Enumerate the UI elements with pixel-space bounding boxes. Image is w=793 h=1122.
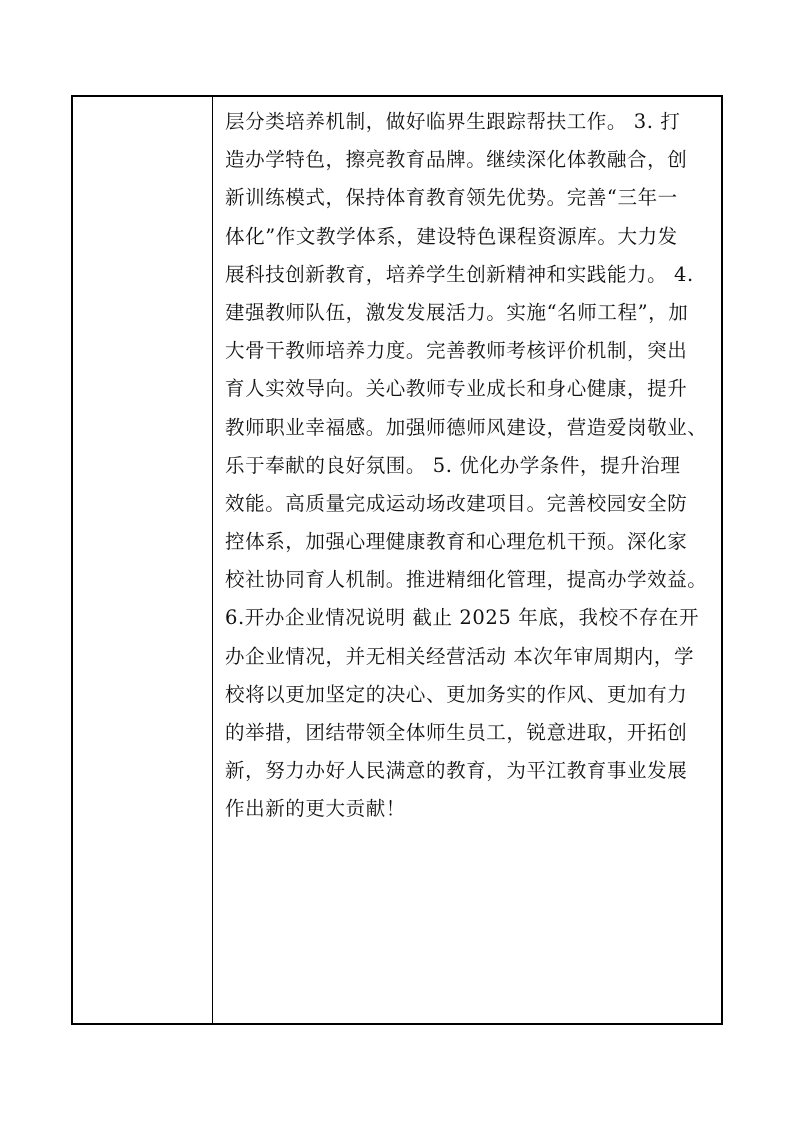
label-column-cell bbox=[73, 97, 213, 1023]
text-line-1: 层分类培养机制，做好临界生跟踪帮扶工作。 3. 打 bbox=[225, 110, 681, 133]
text-line-17: 的举措，团结带领全体师生员工，锐意进取，开拓创 bbox=[225, 721, 688, 744]
text-line-11: 效能。高质量完成运动场改建项目。完善校园安全防 bbox=[225, 491, 688, 515]
report-body-text bbox=[225, 103, 708, 829]
text-line-12: 控体系，加强心理健康教育和心理危机干预。深化家 bbox=[225, 530, 688, 554]
text-line-7: 大骨干教师培养力度。完善教师考核评价机制，突出 bbox=[225, 339, 688, 363]
text-line-19: 作出新的更大贡献！ bbox=[225, 797, 406, 821]
text-line-2: 造办学特色，擦亮教育品牌。继续深化体教融合，创 bbox=[225, 148, 688, 172]
text-line-8: 育人实效导向。关心教师专业成长和身心健康，提升 bbox=[225, 377, 688, 401]
report-table bbox=[71, 95, 723, 1025]
text-line-10: 乐于奉献的良好氛围。 5. 优化办学条件，提升治理 bbox=[225, 453, 681, 477]
text-line-6: 建强教师队伍，激发发展活力。实施“名师工程”，加 bbox=[225, 300, 689, 324]
text-line-3: 新训练模式，保持体育教育领先优势。完善“三年一 bbox=[225, 186, 678, 210]
text-line-18: 新，努力办好人民满意的教育，为平江教育事业发展 bbox=[225, 759, 688, 783]
text-line-16: 校将以更加坚定的决心、更加务实的作风、更加有力 bbox=[225, 682, 688, 706]
text-line-13: 校社协同育人机制。推进精细化管理，提高办学效益。 bbox=[225, 568, 708, 592]
text-line-14: 6.开办企业情况说明 截止 2025 年底，我校不存在开 bbox=[225, 606, 700, 630]
text-line-4: 体化”作文教学体系，建设特色课程资源库。大力发 bbox=[225, 224, 678, 248]
text-line-15: 办企业情况，并无相关经营活动 本次年审周期内，学 bbox=[225, 644, 695, 668]
content-column-cell bbox=[213, 97, 721, 1023]
text-line-5: 展科技创新教育，培养学生创新精神和实践能力。 4. bbox=[225, 262, 694, 286]
text-line-9: 教师职业幸福感。加强师德师风建设，营造爱岗敬业、 bbox=[225, 415, 708, 439]
